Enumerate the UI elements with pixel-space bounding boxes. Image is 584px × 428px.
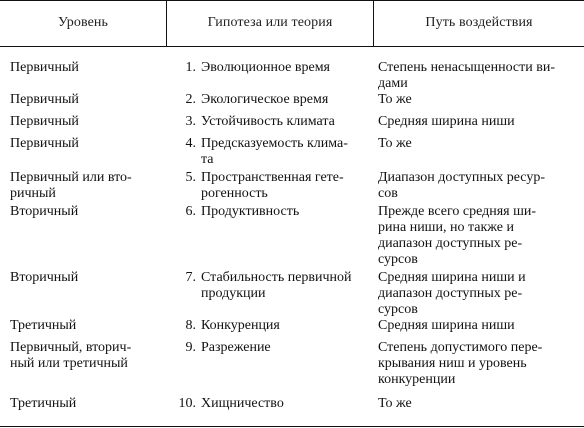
path-cell: Диапазон доступных ресур- сов xyxy=(378,170,545,201)
header-path: Путь воздействия xyxy=(425,15,533,30)
level-cell: Первичный xyxy=(10,60,79,75)
hypothesis-cell: Продуктивность xyxy=(201,204,300,219)
row-number: 3. xyxy=(185,114,196,129)
header-hypothesis: Гипотеза или теория xyxy=(207,15,333,30)
row-number: 6. xyxy=(185,204,196,219)
hypothesis-cell: Разрежение xyxy=(201,340,271,355)
level-cell: Третичный xyxy=(10,318,77,333)
table-row xyxy=(0,340,584,396)
table-row xyxy=(0,114,584,136)
bottom-rule xyxy=(0,426,584,427)
table-row xyxy=(0,60,584,92)
path-cell: Средняя ширина ниши xyxy=(378,318,515,333)
level-cell: Первичный xyxy=(10,114,79,129)
path-cell: То же xyxy=(378,396,412,411)
row-number: 1. xyxy=(185,60,196,75)
row-number: 7. xyxy=(185,270,196,285)
path-cell: Степень ненасыщенности ви- дами xyxy=(378,60,556,91)
table-row xyxy=(0,204,584,270)
row-number: 2. xyxy=(185,92,196,107)
hypothesis-cell: Предсказуемость клима- та xyxy=(201,136,348,167)
level-cell: Вторичный xyxy=(10,204,79,219)
row-number: 10. xyxy=(178,396,196,411)
level-cell: Третичный xyxy=(10,396,77,411)
hypothesis-cell: Пространственная гете- рогенность xyxy=(201,170,344,201)
level-cell: Первичный или вто- ричный xyxy=(10,170,132,201)
hypothesis-cell: Конкуренция xyxy=(201,318,280,333)
table-row xyxy=(0,170,584,204)
row-number: 9. xyxy=(185,340,196,355)
table-row xyxy=(0,136,584,170)
level-cell: Первичный xyxy=(10,92,79,107)
path-cell: То же xyxy=(378,136,412,151)
hypothesis-cell: Хищничество xyxy=(201,396,284,411)
path-cell: То же xyxy=(378,92,412,107)
hypothesis-cell: Стабильность первичной продукции xyxy=(201,270,352,301)
path-cell: Средняя ширина ниши и диапазон доступных ре- сурсов xyxy=(378,270,526,317)
table-row xyxy=(0,318,584,340)
table-row xyxy=(0,92,584,114)
table-body xyxy=(0,60,584,416)
row-number: 8. xyxy=(185,318,196,333)
level-cell: Вторичный xyxy=(10,270,79,285)
path-cell: Степень допустимого пере- крывания ниш и уровень конкуренции xyxy=(378,340,543,387)
level-cell: Первичный, вторич- ный или третичный xyxy=(10,340,132,371)
row-number: 4. xyxy=(185,136,196,151)
table-row xyxy=(0,396,584,416)
path-cell: Прежде всего средняя ши- рина ниши, но также и диапазон доступных ре- сурсов xyxy=(378,204,537,267)
hypothesis-cell: Эволюционное время xyxy=(201,60,330,75)
hypothesis-cell: Экологическое время xyxy=(201,92,329,107)
level-cell: Первичный xyxy=(10,136,79,151)
header-rule xyxy=(0,46,584,47)
hypothesis-cell: Устойчивость климата xyxy=(201,114,335,129)
path-cell: Средняя ширина ниши xyxy=(378,114,515,129)
table-row xyxy=(0,270,584,318)
row-number: 5. xyxy=(185,170,196,185)
header-level: Уровень xyxy=(57,15,108,30)
